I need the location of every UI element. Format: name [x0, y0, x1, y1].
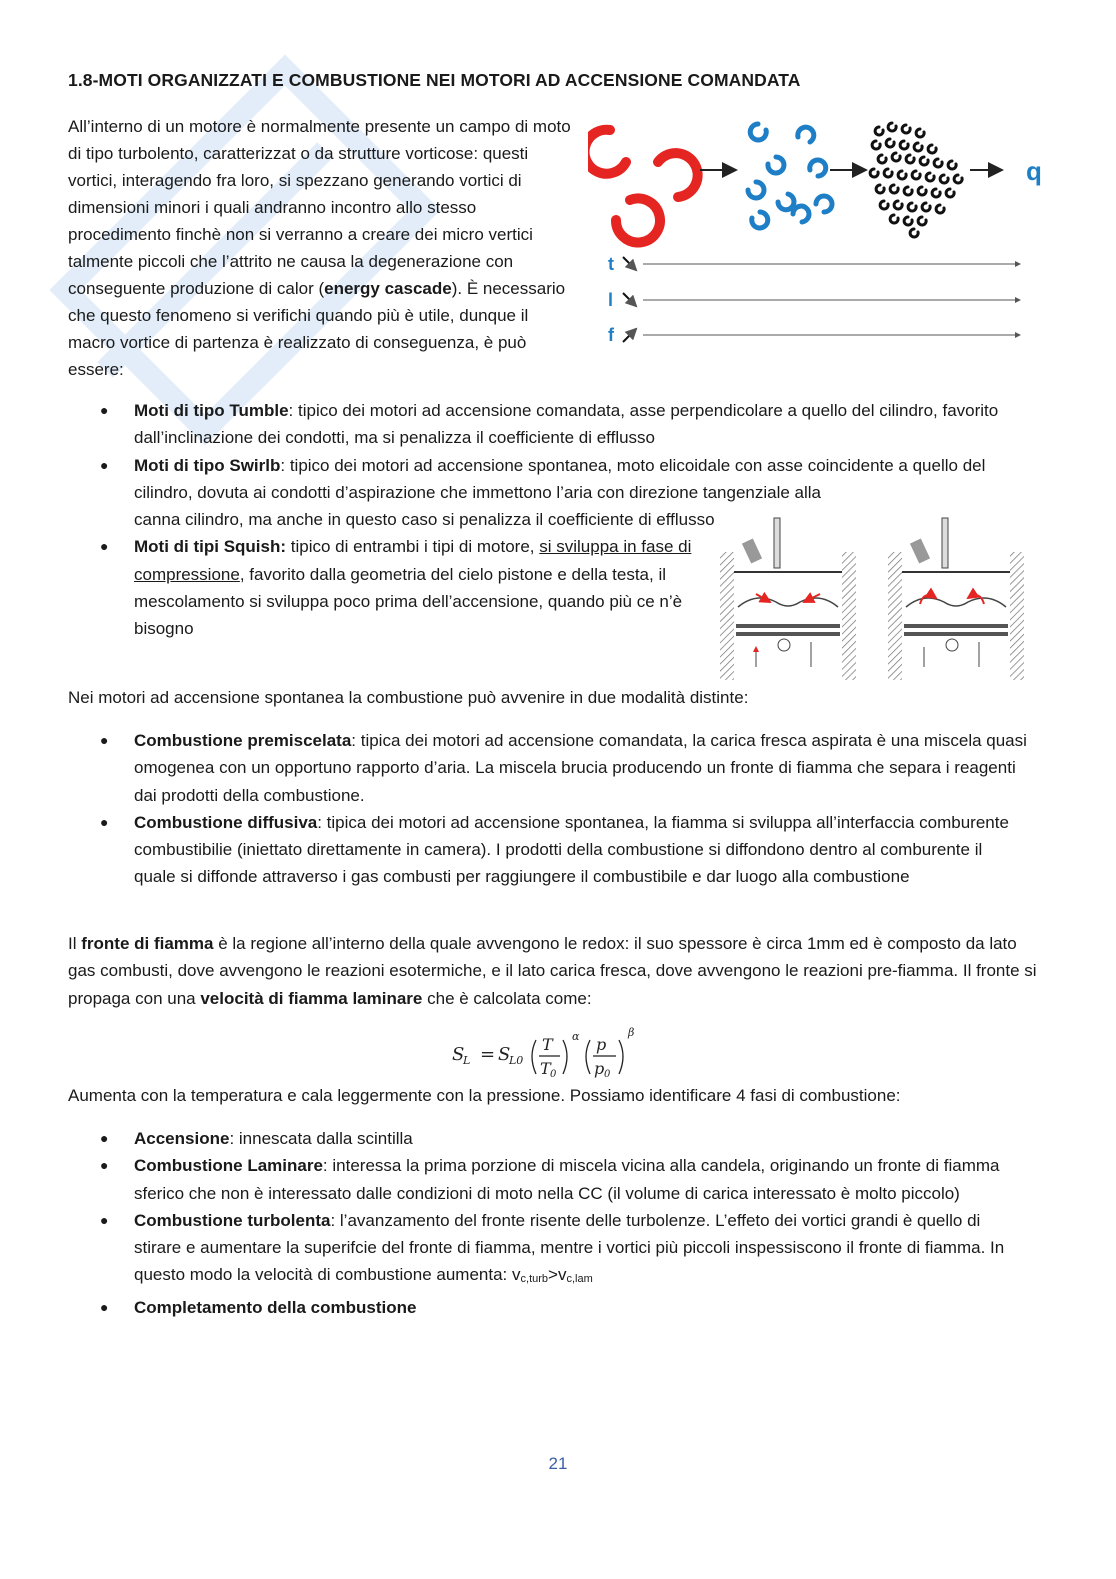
svg-text:p: p: [594, 1059, 605, 1078]
engine-right: [888, 518, 1024, 680]
page-number: 21: [548, 1454, 568, 1473]
list-item: ● Combustione diffusiva: tipica dei motori ad accensione spontanea, la fiamma si sviluppa all’interfaccia comburente combustibilie (iniettato direttamente in camera). I prodotti della combustione si diffondono dentro al comburente il quale si diffonde attraverso i gas combusti per raggiungere il combustibile e dar luogo alla combustione: [100, 812, 1009, 887]
svg-text:S: S: [452, 1044, 465, 1065]
combustion-modes-intro: Nei motori ad accensione spontanea la combustione può avvenire in due modalità distinte:: [68, 688, 749, 707]
row-label-f: f: [608, 325, 614, 345]
row-label-l: l: [608, 290, 614, 310]
svg-text:α: α: [572, 1030, 580, 1043]
squish-engine-figure: [716, 512, 1034, 684]
svg-text:S: S: [498, 1044, 511, 1065]
combustion-modes-list: [68, 727, 1028, 891]
large-vortices: [588, 130, 698, 243]
energy-cascade-figure: [588, 112, 1048, 352]
list-item: ● Moti di tipo Tumble: tipico dei motori ad accensione comandata, asse perpendicolare a quello del cilindro, favorito dall’inclinazione dei condotti, ma si penalizza il coefficiente di efflusso: [100, 401, 999, 448]
svg-text:0: 0: [604, 1069, 611, 1080]
svg-text:T: T: [542, 1035, 553, 1054]
intro-paragraph: All’interno di un motore è normalmente presente un campo di moto di tipo turbolento, caratterizzat o da strutture vorticose: questi vortici, interagendo fra loro, si spezzano generando vortici di dimensioni minori i quali andranno incontro allo stesso procedimento finchè non si verranno a creare dei micro vertici talmente piccoli che l’attrito ne causa la degenerazione con conseguente produzione di calor (energy cascade). È necessario che questo fenomeno si verifichi quando più è utile, dunque il macro vortice di partenza è realizzato di conseguenza, è può essere:: [68, 117, 571, 379]
svg-text:L: L: [463, 1054, 471, 1067]
combustion-phases-list: [68, 1125, 1028, 1321]
cascade-output-label: q: [1026, 156, 1042, 186]
list-item: ● Moti di tipo Swirlb: tipico dei motori ad accensione spontanea, moto elicoidale con asse coincidente a quello del cilindro, dovuta ai condotti d’aspirazione che immettono l’aria con direzione tangenziale alla canna cilindro, ma anche in questo caso si penalizza il coefficiente di efflusso: [100, 455, 986, 530]
engine-left: [720, 518, 856, 680]
svg-text:T: T: [540, 1059, 551, 1078]
svg-text:β: β: [628, 1026, 635, 1039]
flame-front-paragraph: Il fronte di fiamma è la regione all’interno della quale avvengono le redox: il suo spessore è circa 1mm ed è composto da lato gas combusti, dove avvengono le reazioni esotermiche, e il lato carica fresca, dove avvengono le reazioni pre-fiamma. Il fronte si propaga con una velocità di fiamma laminare che è calcolata come:: [68, 934, 1037, 1008]
medium-vortices: [748, 124, 832, 228]
list-item: ● Combustione Laminare: interessa la prima porzione di miscela vicina alla candela, originando un fronte di fiamma sferico che non è interessato dalle condizioni di moto nella CC (il volume di carica interessato è molto piccolo): [100, 1156, 1000, 1203]
svg-text:0: 0: [550, 1069, 557, 1080]
phases-intro: Aumenta con la temperatura e cala leggermente con la pressione. Possiamo identificare 4 fasi di combustione:: [68, 1086, 901, 1105]
small-vortices: [870, 123, 962, 237]
list-item: ● Accensione: innescata dalla scintilla: [100, 1129, 413, 1148]
list-item: ● Combustione premiscelata: tipica dei motori ad accensione comandata, la carica fresca aspirata è una miscela quasi omogenea con un opportuno rapporto d’aria. La miscela brucia producendo un fronte di fiamma che separa i reagenti dai prodotti della combustione.: [100, 731, 1027, 805]
svg-text:p: p: [596, 1035, 607, 1054]
section-heading: 1.8-MOTI ORGANIZZATI E COMBUSTIONE NEI MOTORI AD ACCENSIONE COMANDATA: [68, 70, 801, 90]
laminar-speed-formula: [450, 1022, 670, 1082]
svg-text:L0: L0: [509, 1054, 524, 1067]
list-item: ● Moti di tipi Squish: tipico di entrambi i tipi di motore, si sviluppa in fase di compressione, favorito dalla geometria del cielo pistone e della testa, il mescolamento si sviluppa poco prima dell’accensione, quando più ce n’è bisogno: [100, 537, 692, 639]
svg-text:=: =: [480, 1044, 496, 1065]
list-item: ● Completamento della combustione: [100, 1297, 417, 1317]
row-label-t: t: [608, 254, 614, 274]
list-item: ● Combustione turbolenta: l’avanzamento del fronte risente delle turbolenze. L’effeto dei vortici grandi è quello di stirare e aumentare la superifcie del fronte di fiamma, mentre i vortici più piccoli inspessiscono il fronte di fiamma. In questo modo la velocità di combustione aumenta: $v_{c,turb}>v_{c,lam}$: [100, 1210, 1005, 1286]
